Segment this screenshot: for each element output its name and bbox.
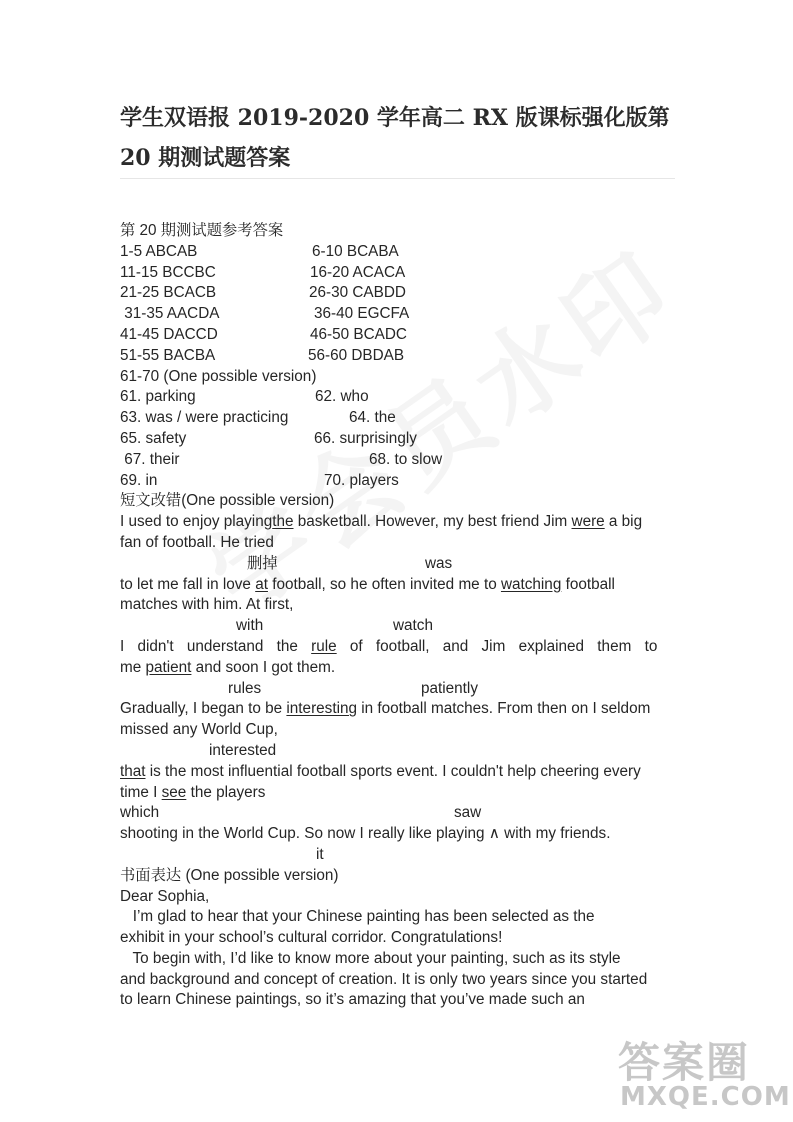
writing-line: To begin with, I’d like to know more about your painting, such as its style <box>120 949 621 967</box>
answer-row: 31-35 AACDA 36-40 EGCFA <box>120 305 410 323</box>
answer-row: 41-45 DACCD 46-50 BCADC <box>120 325 407 343</box>
fill-row: 69. in 70. players <box>120 471 399 489</box>
logo-text-top: 答案圈 <box>618 1038 751 1087</box>
correction-line: fan of football. He tried <box>120 533 274 551</box>
writing-line: to learn Chinese paintings, so it’s amazing that you’ve made such an <box>120 991 585 1009</box>
fill-row: 61. parking 62. who <box>120 388 369 406</box>
answer-row: 11-15 BCCBC 16-20 ACACA <box>120 263 406 281</box>
writing-line: I’m glad to hear that your Chinese painting has been selected as the <box>120 908 595 926</box>
fill-row: 63. was / were practicing 64. the <box>120 409 396 427</box>
correction-line: time I see the players <box>120 783 266 801</box>
answers-heading: 第 20 期测试题参考答案 <box>120 222 284 239</box>
writing-line: and background and concept of creation. It is only two years since you started <box>120 970 648 988</box>
correction-line: missed any World Cup, <box>120 721 278 739</box>
correction-line: that is the most influential football sports event. I couldn't help cheering every <box>120 762 641 780</box>
fill-row: 65. safety 66. surprisingly <box>120 429 417 447</box>
correction-line: to let me fall in love at football, so he often invited me to watching football <box>120 575 615 593</box>
correction-note-line: interested <box>209 741 277 759</box>
correction-line: I didn't understand the rule of football, and Jim explained them to <box>120 637 658 655</box>
writing-line: exhibit in your school’s cultural corridor. Congratulations! <box>120 929 503 947</box>
page-title <box>120 98 675 178</box>
writing-heading: 书面表达 (One possible version) <box>120 866 339 884</box>
title-line-1: 学生双语报 2019-2020 学年高二 RX 版课标强化版第 <box>120 105 670 131</box>
correction-line: matches with him. At first, <box>120 596 294 614</box>
answer-row: 1-5 ABCAB 6-10 BCABA <box>120 242 399 260</box>
writing-line: Dear Sophia, <box>120 887 210 905</box>
answer-row: 51-55 BACBA 56-60 DBDAB <box>120 346 405 364</box>
correction-line: I used to enjoy playingthe basketball. However, my best friend Jim were a big <box>120 513 643 531</box>
logo-text-bottom: MXQE.COM <box>620 1082 791 1112</box>
document-body <box>120 221 675 1013</box>
correction-heading: 短文改错(One possible version) <box>120 492 335 510</box>
title-line-2: 20 期测试题答案 <box>120 145 291 171</box>
correction-line: Gradually, I began to be interesting in football matches. From then on I seldom <box>120 700 651 718</box>
correction-note-line: rules patiently <box>228 679 478 697</box>
correction-line: shooting in the World Cup. So now I really like playing ∧ with my friends. <box>120 825 611 843</box>
correction-line: me patient and soon I got them. <box>120 658 336 676</box>
fill-row: 67. their 68. to slow <box>120 450 443 468</box>
site-logo <box>612 1030 791 1115</box>
correction-note-line: it <box>316 845 324 863</box>
title-divider <box>120 178 675 179</box>
fill-heading: 61-70 (One possible version) <box>120 367 317 385</box>
correction-note-line: 删掉 was <box>247 554 453 572</box>
correction-note-line: with watch <box>236 617 433 635</box>
answer-row: 21-25 BCACB 26-30 CABDD <box>120 284 406 302</box>
correction-note-line: which saw <box>120 804 482 822</box>
